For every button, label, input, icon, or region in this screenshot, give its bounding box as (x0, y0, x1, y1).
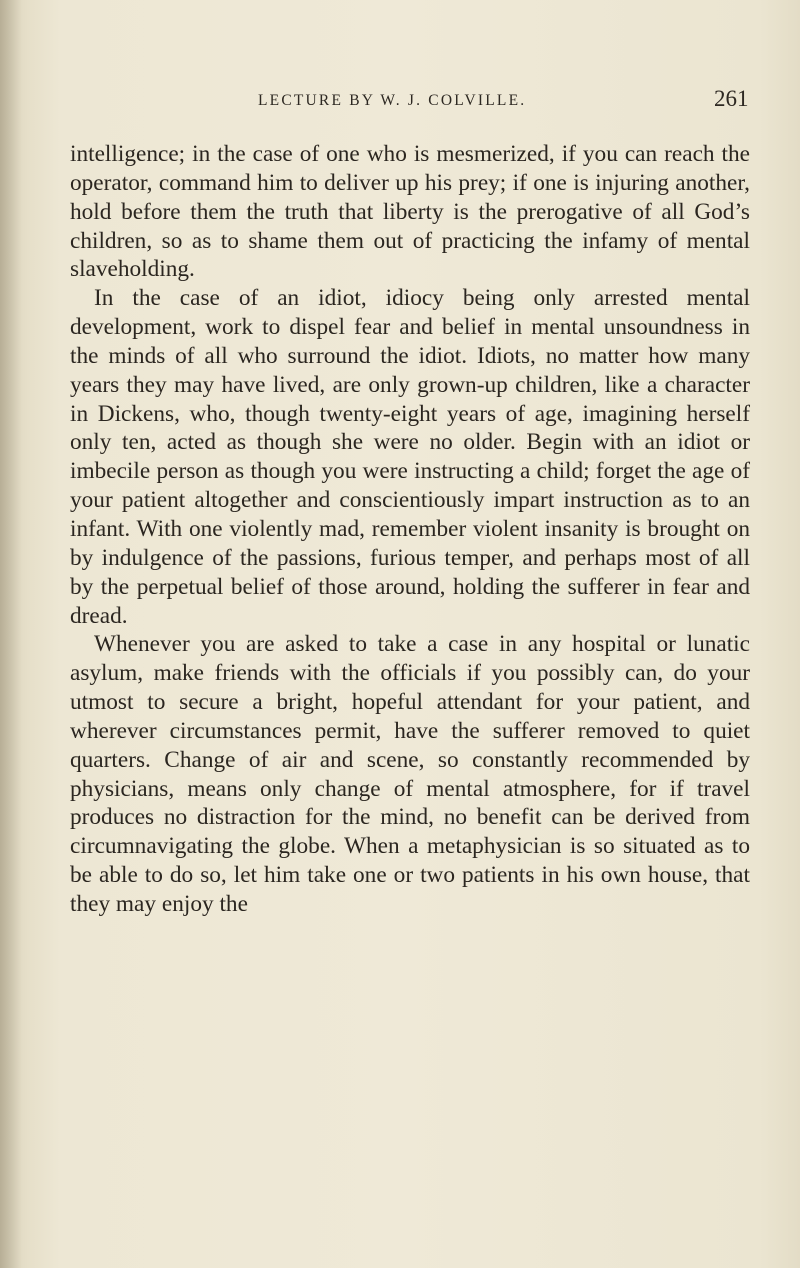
body-text (70, 140, 750, 919)
paragraph-hospital: Whenever you are asked to take a case in any hospital or lunatic asylum, make friends with the officials if you possibly can, do your utmost to secure a bright, hopeful attendant for your patient, and wherever circumstances permit, have the sufferer removed to quiet quarters. Change of air and scene, so constantly recommended by physicians, means only change of mental atmosphere, for if travel produces no distraction for the mind, no benefit can be derived from circumnavigating the globe. When a metaphysician is so situated as to be able to do so, let him take one or two patients in his own house, that they may enjoy the (70, 631, 750, 917)
paragraph-continued: intelligence; in the case of one who is mesmerized, if you can reach the operator, command him to deliver up his prey; if one is injuring another, hold before them the truth that liberty is the prerogative of all God’s children, so as to shame them out of practicing the infamy of mental slaveholding. (70, 141, 750, 283)
running-title: LECTURE BY W. J. COLVILLE. (258, 92, 527, 109)
paragraph-idiot: In the case of an idiot, idiocy being only arrested mental development, work to dispel fear and belief in mental unsoundness in the minds of all who surround the idiot. Idiots, no matter how many years they may have lived, are only grown-up children, like a character in Dickens, who, though twenty-eight years of age, imagining herself only ten, acted as though she were no older. Begin with an idiot or imbecile person as though you were instructing a child; forget the age of your patient altogether and conscientiously impart instruction as to an infant. With one violently mad, remember violent insanity is brought on by indulgence of the passions, furious temper, and perhaps most of all by the perpetual belief of those around, holding the sufferer in fear and dread. (70, 285, 750, 629)
binding-gutter-shadow (0, 0, 22, 1268)
page-number: 261 (714, 86, 749, 111)
running-header (0, 86, 800, 116)
